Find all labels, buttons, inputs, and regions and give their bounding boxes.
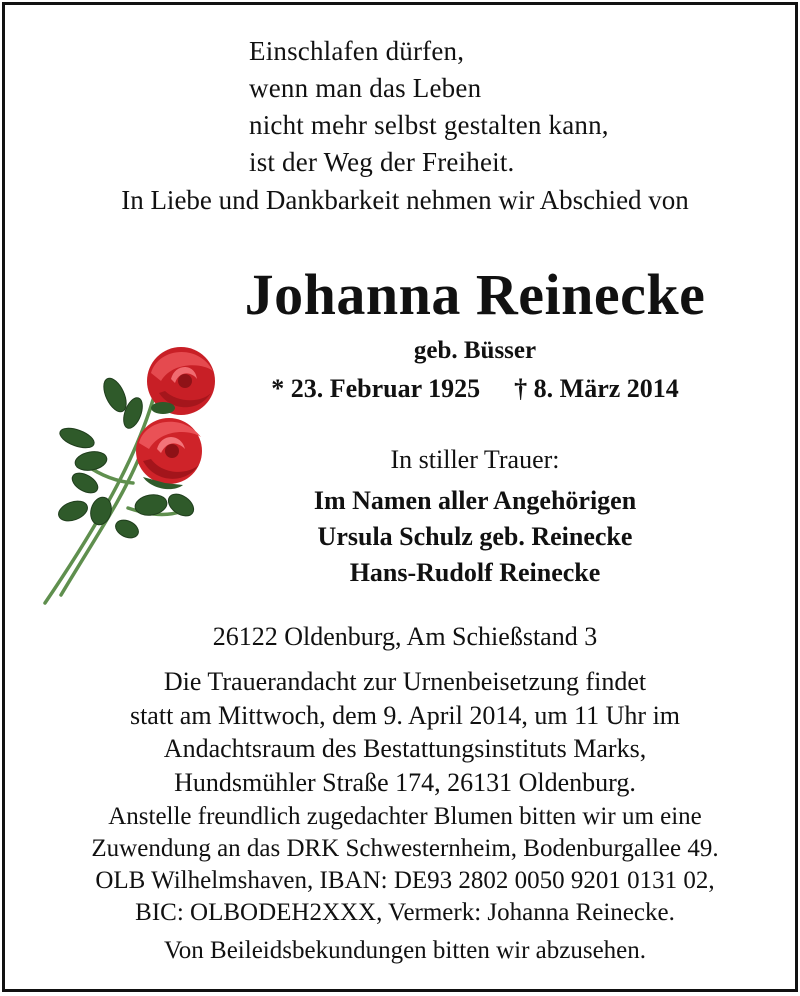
obituary-notice [2, 2, 798, 992]
ceremony-line: Hundsmühler Straße 174, 26131 Oldenburg. [174, 767, 636, 797]
mourner-list [235, 483, 715, 591]
intro-text: In Liebe und Dankbarkeit nehmen wir Abschied von [121, 185, 689, 215]
donation-line: BIC: OLBODEH2XXX, Vermerk: Johanna Reinecke. [135, 899, 675, 926]
donation-line: Zuwendung an das DRK Schwesternheim, Bodenburgallee 49. [91, 835, 719, 862]
family-address: 26122 Oldenburg, Am Schießstand 3 [212, 622, 598, 651]
poem-line: wenn man das Leben [249, 73, 482, 103]
deceased-name: Johanna Reinecke [244, 262, 706, 327]
birth-name: geb. Büsser [413, 337, 537, 364]
life-dates [230, 374, 720, 404]
lower-rose [136, 418, 202, 489]
mourner-name: Ursula Schulz geb. Reinecke [317, 522, 633, 551]
poem-line: Einschlafen dürfen, [249, 36, 465, 66]
birth-date: * 23. Februar 1925 [271, 374, 481, 403]
poem-line: ist der Weg der Freiheit. [249, 147, 515, 177]
mourner-name: Im Namen aller Angehörigen [313, 486, 637, 515]
upper-rose [147, 347, 215, 415]
closing-note: Von Beileidsbekundungen bitten wir abzusehen. [163, 937, 647, 964]
ceremony-line: statt am Mittwoch, dem 9. April 2014, um 11 Uhr im [129, 700, 681, 730]
donation-line: Anstelle freundlich zugedachter Blumen bitten wir um eine [108, 803, 702, 830]
poem-line: nicht mehr selbst gestalten kann, [249, 110, 609, 140]
mourning-heading: In stiller Trauer: [390, 445, 560, 474]
poem [249, 33, 609, 181]
red-roses-icon [33, 333, 233, 618]
mourner-name: Hans-Rudolf Reinecke [349, 558, 601, 587]
ceremony-line: Die Trauerandacht zur Urnenbeisetzung findet [163, 667, 647, 696]
death-date: † 8. März 2014 [514, 374, 679, 403]
ceremony-info [5, 665, 800, 799]
ceremony-line: Andachtsraum des Bestattungsinstituts Marks, [163, 734, 647, 763]
donation-info [5, 801, 800, 929]
donation-line: OLB Wilhelmshaven, IBAN: DE93 2802 0050 9201 0131 02, [95, 867, 715, 894]
